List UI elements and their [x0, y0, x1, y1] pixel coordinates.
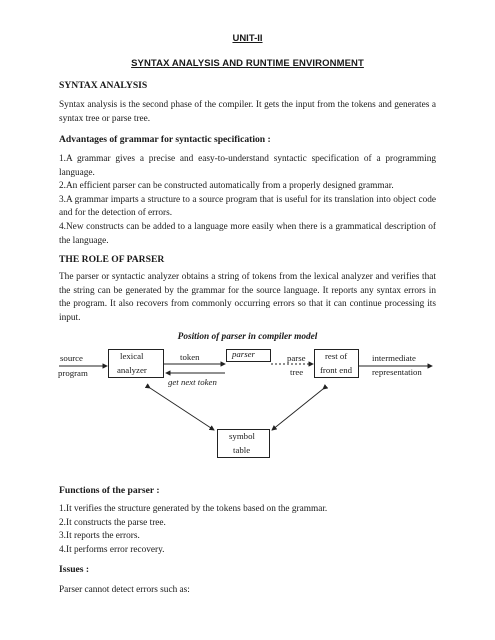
- syntax-analysis-paragraph: Syntax analysis is the second phase of the compiler. It gets the input from the tokens and generates a syntax tree or parse tree.: [59, 100, 436, 124]
- label-tree: tree: [290, 367, 304, 377]
- label-symbol: symbol: [229, 431, 255, 441]
- function-item: 4.It performs error recovery.: [59, 544, 165, 555]
- diagram-caption: Position of parser in compiler model: [177, 332, 318, 342]
- label-lexical: lexical: [120, 351, 144, 361]
- function-item: 2.It constructs the parse tree.: [59, 517, 166, 528]
- section-heading-role-of-parser: THE ROLE OF PARSER: [59, 254, 165, 265]
- label-rest-of: rest of: [325, 351, 348, 361]
- chapter-subtitle: SYNTAX ANALYSIS AND RUNTIME ENVIRONMENT: [131, 58, 364, 69]
- issues-paragraph: Parser cannot detect errors such as:: [59, 585, 190, 595]
- functions-list: [59, 503, 436, 557]
- section-heading-issues: Issues :: [59, 564, 90, 575]
- unit-title: UNIT-II: [232, 33, 263, 44]
- label-representation: representation: [372, 367, 422, 377]
- advantage-item: 1.A grammar gives a precise and easy-to-understand syntactic specification of a programming language.: [59, 154, 436, 178]
- label-parser: parser: [232, 349, 255, 359]
- advantage-item: 2.An efficient parser can be constructed automatically from a properly designed grammar.: [59, 181, 394, 192]
- arrow-parser-symbol-table: [272, 389, 323, 430]
- label-intermediate: intermediate: [372, 353, 416, 363]
- section-heading-functions: Functions of the parser :: [59, 485, 160, 496]
- arrow-lexical-symbol-table: [150, 388, 214, 430]
- function-item: 1.It verifies the structure generated by the tokens based on the grammar.: [59, 504, 328, 514]
- label-source: source: [60, 353, 83, 363]
- section-heading-advantages: Advantages of grammar for syntactic specification :: [59, 134, 271, 145]
- label-front-end: front end: [320, 365, 353, 375]
- function-item: 3.It reports the errors.: [59, 531, 140, 542]
- label-program: program: [58, 368, 88, 378]
- advantage-item: 3.A grammar imparts a structure to a source program that is useful for its translation into object code and for the detection of errors.: [59, 194, 436, 219]
- advantage-item: 4.New constructs can be added to a language more easily when there is a grammatical description of the language.: [59, 221, 436, 246]
- label-token: token: [180, 352, 200, 362]
- label-analyzer: analyzer: [117, 365, 147, 375]
- section-heading-syntax-analysis: SYNTAX ANALYSIS: [59, 80, 148, 91]
- role-of-parser-paragraph: The parser or syntactic analyzer obtains a string of tokens from the lexical analyzer and verifies that the string can be generated by the grammar for the source language. It reports any syntax errors in the program. It also recovers from commonly occurring errors so that it can continue processing its input.: [59, 272, 436, 323]
- label-get-next-token: get next token: [168, 377, 217, 387]
- label-table: table: [233, 445, 251, 455]
- label-parse: parse: [287, 353, 306, 363]
